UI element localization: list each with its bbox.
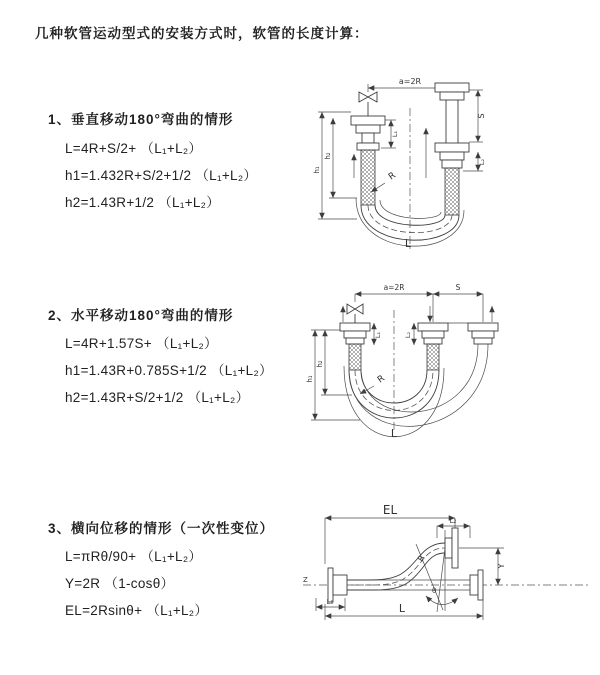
- dim-label-el: EL: [382, 503, 398, 517]
- left-flange: [351, 116, 385, 150]
- dimension-h2: [324, 118, 357, 198]
- dimension-s: [433, 283, 483, 322]
- dim-label-r: R: [386, 170, 398, 183]
- dim-label-r: R: [415, 553, 427, 563]
- braided-hose-section: [445, 168, 459, 215]
- braided-hose-section: [427, 344, 439, 370]
- dim-label-y: Y: [497, 563, 506, 569]
- dim-label-h2: h₂: [324, 152, 332, 160]
- dim-label-theta: θ: [432, 587, 437, 595]
- centerline-symbol: Z: [303, 576, 308, 584]
- dim-label-l1: L₁: [326, 598, 334, 606]
- upper-flange-displaced: [445, 528, 458, 568]
- formula-line: L=4R+S/2+ （L₁+L₂）: [65, 141, 203, 156]
- dim-label-a2r: a=2R: [398, 77, 422, 86]
- right-flange-original: [470, 570, 483, 600]
- left-flange: [340, 323, 370, 344]
- diagram-lateral-displacement: [298, 498, 598, 660]
- dim-label-l1: L₁: [391, 130, 399, 138]
- dim-label-s: S: [477, 113, 486, 119]
- dim-label-h1: h₁: [306, 375, 314, 383]
- formula-line: h2=1.43R+1/2 （L₁+L₂）: [65, 195, 221, 210]
- diagram-vertical-180-bend: [305, 70, 500, 260]
- dim-label-l: L: [398, 602, 406, 615]
- diagram-horizontal-180-bend: [300, 282, 540, 454]
- dim-label-l-total: L: [390, 427, 398, 440]
- right-flange-upper: [435, 83, 469, 143]
- right-flange-lower: [435, 143, 469, 168]
- dim-label-l-total: L: [404, 237, 412, 250]
- formula-line: h1=1.432R+S/2+1/2 （L₁+L₂）: [65, 168, 258, 183]
- radius-callout: [360, 374, 387, 394]
- section-1-heading: 1、垂直移动180°弯曲的情形: [48, 112, 234, 127]
- dimension-s: [469, 90, 486, 142]
- dimension-h1: [313, 112, 357, 219]
- dim-label-r: R: [375, 373, 387, 386]
- formula-line: h1=1.43R+0.785S+1/2 （L₁+L₂）: [65, 363, 273, 378]
- valve-icon: [347, 304, 363, 323]
- dim-label-l2: L₂: [404, 331, 412, 339]
- valve-icon: [359, 92, 377, 116]
- formula-line: L=4R+1.57S+ （L₁+L₂）: [65, 336, 218, 351]
- dim-label-l2: L₂: [449, 517, 457, 525]
- formula-line: L=πRθ/90+ （L₁+L₂）: [65, 549, 203, 564]
- dimension-l2: [404, 323, 414, 345]
- dim-label-l2: L₂: [478, 158, 486, 166]
- dim-label-l1: L₁: [374, 331, 382, 339]
- section-3-heading: 3、横向位移的情形（一次性变位）: [48, 521, 275, 536]
- page-title: 几种软管运动型式的安装方式时，软管的长度计算：: [35, 26, 369, 41]
- left-flange: [328, 568, 347, 602]
- dim-label-s: S: [455, 283, 461, 292]
- section-2-heading: 2、水平移动180°弯曲的情形: [48, 308, 234, 323]
- middle-flange: [418, 323, 448, 344]
- dim-label-a2r: a=2R: [383, 283, 405, 292]
- formula-line: h2=1.43R+S/2+1/2 （L₁+L₂）: [65, 390, 250, 405]
- dim-label-h1: h₁: [313, 166, 321, 174]
- formula-line: Y=2R （1-cosθ）: [65, 576, 175, 591]
- braided-hose-section: [361, 150, 375, 205]
- dimension-l2: [463, 152, 486, 171]
- dimension-l1: [374, 323, 382, 345]
- braided-hose-section: [349, 344, 361, 370]
- dimension-l1: [316, 598, 345, 611]
- hose-u-curves: [344, 344, 488, 437]
- dimension-l-total: [325, 600, 483, 620]
- hose-s-curve: [347, 543, 445, 590]
- formula-line: EL=2Rsinθ+ （L₁+L₂）: [65, 603, 209, 618]
- right-flange-displaced: [468, 323, 498, 344]
- dim-label-h2: h₂: [316, 360, 324, 368]
